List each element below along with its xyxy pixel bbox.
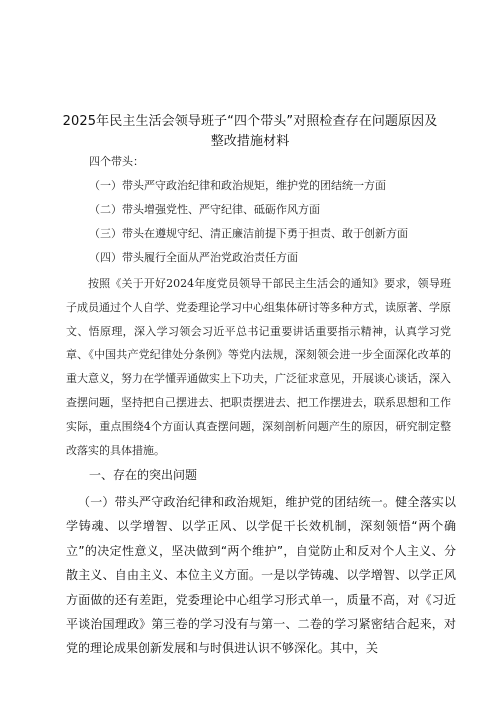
document-title-line-1: 2025年民主生活会领导班子“四个带头”对照检查存在问题原因及 xyxy=(62,114,438,129)
four-leads-label: 四个带头： xyxy=(89,155,144,168)
section-heading-problems: 一、存在的突出问题 xyxy=(89,468,198,482)
four-leads-item-2: （二）带头增强党性、严守纪律、砥砺作风方面 xyxy=(89,203,320,216)
four-leads-item-3: （三）带头在遵规守纪、清正廉洁前提下勇于担责、敢于创新方面 xyxy=(89,227,408,240)
section-paragraph-1: （一）带头严守政治纪律和政治规矩，维护党的团结统一。健全落实以学铸魂、以学增智、以学正风、以学促干长效机制，深刻领悟“两个确立”的决定性意义，坚决做到“两个维护”，自觉防止和反对个人主义、分散主义、自由主义、本位主义方面。一是以学铸魂、以学增智、以学正风方面做的还有差距，党委理论中心组学习形式单一，质量不高，对《习近平谈治国理政》第三卷的学习没有与第一、二卷的学习紧密结合起来，对党的理论成果创新发展和与时俱进认识不够深化。其中，关 xyxy=(66,495,456,656)
document-title-line-2: 整改措施材料 xyxy=(210,134,290,149)
four-leads-item-1: （一）带头严守政治纪律和政治规矩，维护党的团结统一方面 xyxy=(89,179,386,192)
four-leads-item-4: （四）带头履行全面从严治党政治责任方面 xyxy=(89,251,298,264)
intro-paragraph: 按照《关于开好2024年度党员领导干部民主生活会的通知》要求，领导班子成员通过个人自学、党委理论学习中心组集体研讨等多种方式，读原著、学原文、悟原理，深入学习领会习近平总书记重要讲话重要指示精神，认真学习党章、《中国共产党纪律处分条例》等党内法规，深刻领会进一步全面深化改革的重大意义，努力在学懂弄通做实上下功夫，广泛征求意见，开展谈心谈话，深入查摆问题，坚持把自己摆进去、把职责摆进去、把工作摆进去，联系思想和工作实际，重点围绕4个方面认真查摆问题，深刻剖析问题产生的原因，研究制定整改落实的具体措施。 xyxy=(66,277,451,457)
